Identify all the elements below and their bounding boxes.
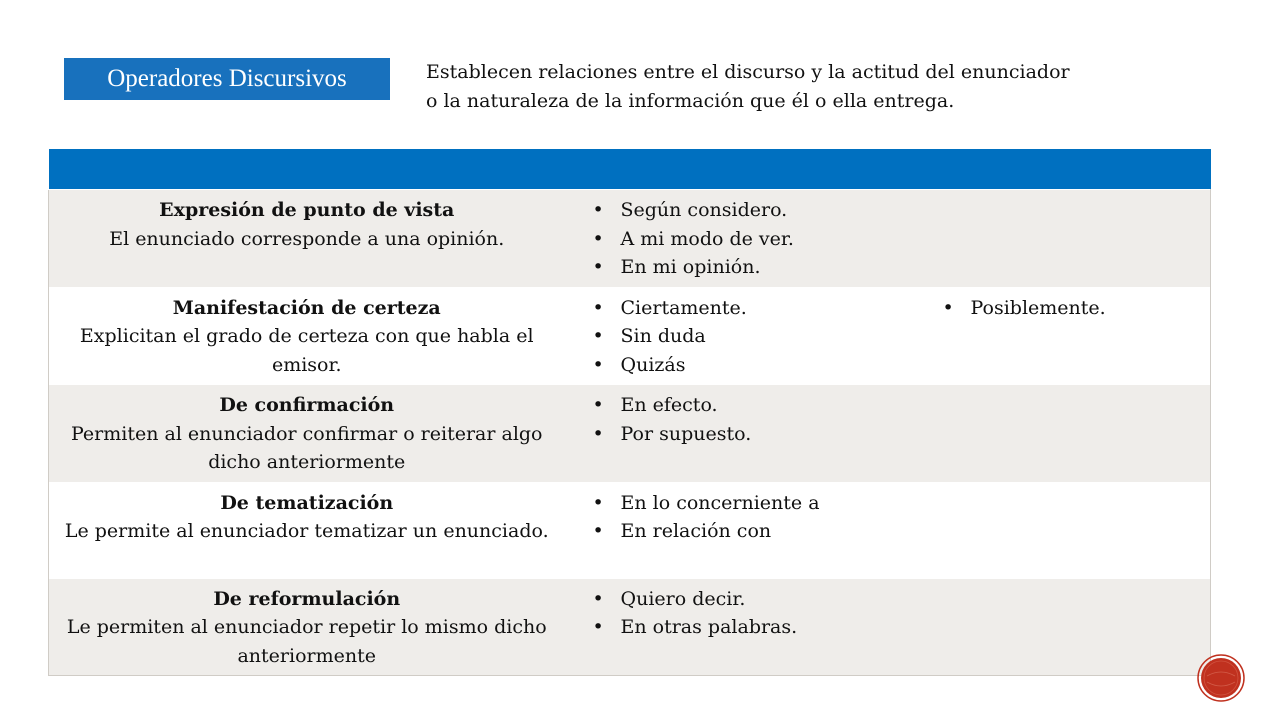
table-header-cell	[565, 149, 915, 190]
examples-cell-secondary	[915, 287, 1211, 385]
example-item: • En lo concerniente a	[593, 489, 915, 518]
table-header-row	[49, 149, 1211, 190]
operator-description: Le permite al enunciador tematizar un enunciado.	[64, 520, 549, 542]
example-item: • Quiero decir.	[593, 585, 915, 614]
example-item: • En mi opinión.	[593, 253, 915, 282]
operator-name: Manifestación de certeza	[172, 296, 441, 319]
examples-list	[593, 489, 915, 546]
operator-name: De tematización	[220, 491, 394, 514]
title-box	[64, 58, 390, 100]
operators-table	[48, 149, 1211, 676]
examples-list	[593, 196, 915, 282]
example-item: • Posiblemente.	[943, 294, 1211, 323]
decorative-circle-logo	[1197, 654, 1245, 702]
operator-description-cell	[49, 287, 565, 385]
slide-title: Operadores Discursivos	[107, 65, 347, 92]
operator-description-cell	[49, 482, 565, 578]
operator-description: Permiten al enunciador confirmar o reiterar algo dicho anteriormente	[70, 422, 543, 473]
table-row	[49, 578, 1211, 676]
examples-cell	[565, 385, 915, 483]
table-row	[49, 287, 1211, 385]
operator-description-cell	[49, 190, 565, 288]
operator-description: Explicitan el grado de certeza con que habla el emisor.	[79, 325, 534, 376]
table-header-cell	[915, 149, 1211, 190]
examples-list	[593, 294, 915, 380]
operator-description: Le permiten al enunciador repetir lo mismo dicho anteriormente	[66, 616, 547, 667]
table-header-cell	[49, 149, 565, 190]
examples-cell	[565, 190, 915, 288]
operator-name: De confirmación	[219, 394, 395, 416]
operator-description-cell	[49, 385, 565, 483]
example-item: • Quizás	[593, 351, 915, 380]
example-item: • Ciertamente.	[593, 294, 915, 323]
example-item: • Sin duda	[593, 322, 915, 351]
example-item: • A mi modo de ver.	[593, 225, 915, 254]
examples-cell-secondary	[915, 578, 1211, 676]
examples-list	[593, 585, 915, 642]
operator-description-cell	[49, 578, 565, 676]
table-row	[49, 482, 1211, 578]
example-item: • Según considero.	[593, 196, 915, 225]
operator-name: De reformulación	[213, 587, 401, 610]
table-row	[49, 190, 1211, 288]
examples-cell-secondary	[915, 482, 1211, 578]
example-item: • En relación con	[593, 517, 915, 546]
example-item: • En efecto.	[593, 391, 915, 420]
examples-cell-secondary	[915, 385, 1211, 483]
operator-description: El enunciado corresponde a una opinión.	[109, 227, 505, 250]
table-row	[49, 385, 1211, 483]
examples-cell	[565, 482, 915, 578]
examples-cell	[565, 287, 915, 385]
example-item: • Por supuesto.	[593, 420, 915, 449]
examples-list	[943, 294, 1211, 323]
examples-list	[593, 391, 915, 448]
intro-text: Establecen relaciones entre el discurso y la actitud del enunciador o la naturaleza de la información que él o ella entrega.	[426, 61, 1070, 112]
operator-name: Expresión de punto de vista	[159, 199, 455, 221]
examples-cell-secondary	[915, 190, 1211, 288]
example-item: • En otras palabras.	[593, 613, 915, 642]
examples-cell	[565, 578, 915, 676]
